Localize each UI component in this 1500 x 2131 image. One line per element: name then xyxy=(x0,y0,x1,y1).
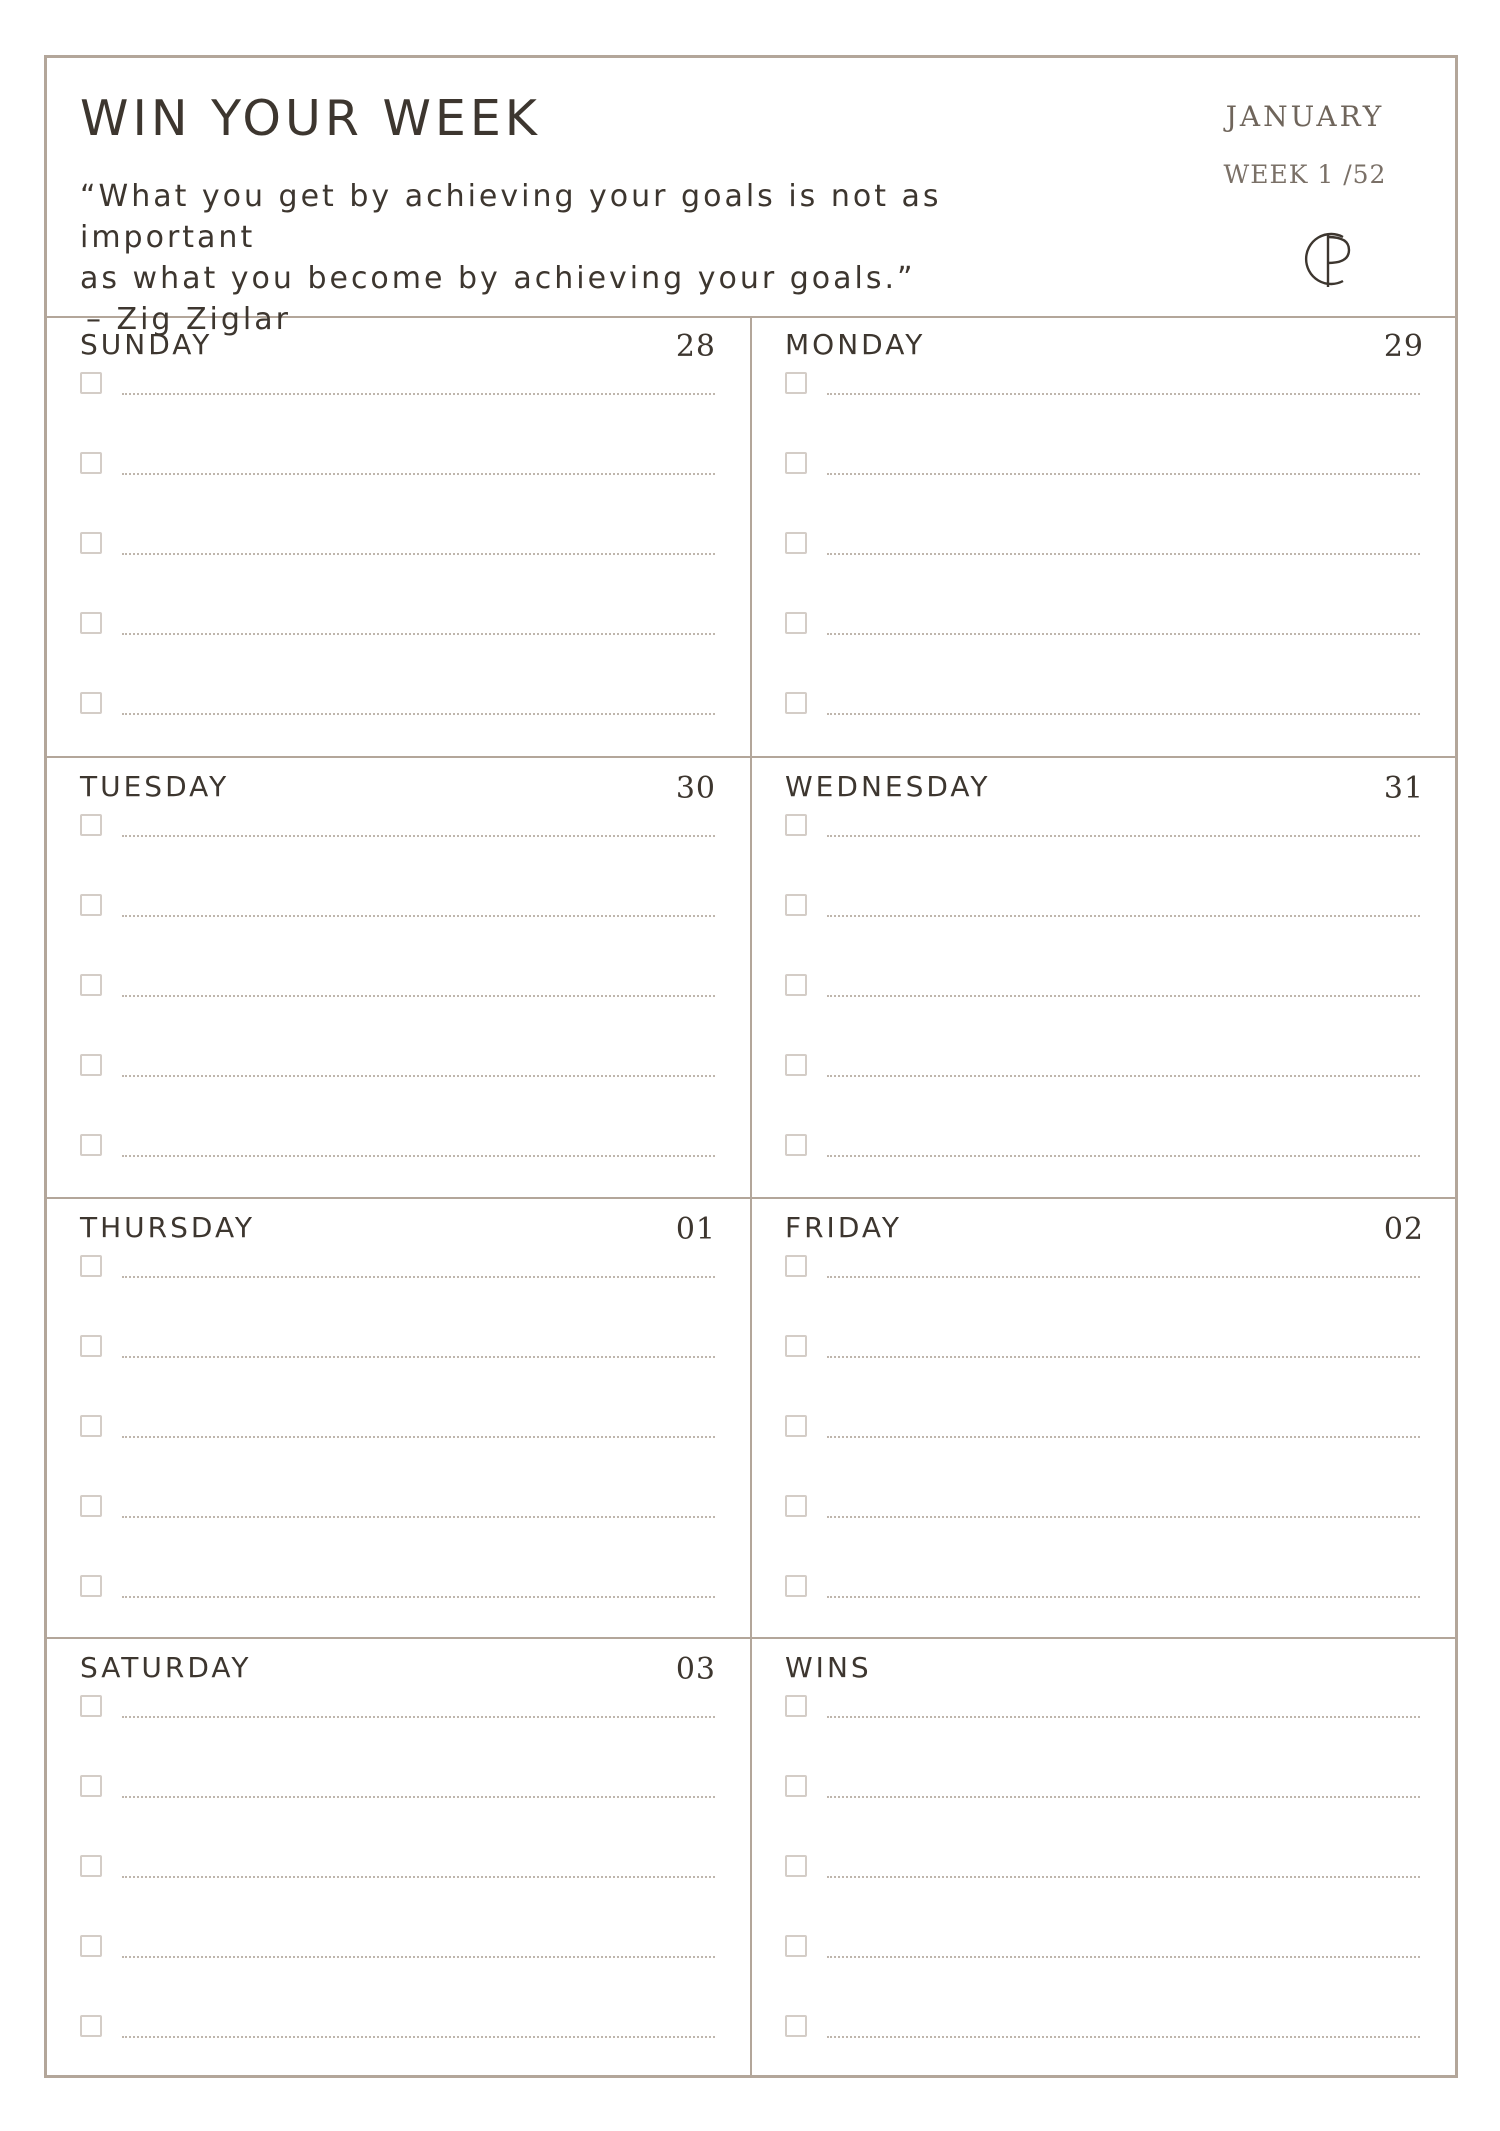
task-checkbox[interactable] xyxy=(785,452,807,474)
task-write-line[interactable] xyxy=(122,633,715,635)
task-row xyxy=(785,1415,1420,1455)
task-write-line[interactable] xyxy=(827,1276,1420,1278)
day-date: 30 xyxy=(675,771,716,806)
day-date: 02 xyxy=(1383,1212,1424,1247)
task-write-line[interactable] xyxy=(827,1075,1420,1077)
task-row xyxy=(80,1935,715,1975)
day-section-sunday xyxy=(47,316,750,756)
task-write-line[interactable] xyxy=(122,1436,715,1438)
task-row xyxy=(785,1575,1420,1615)
task-checkbox[interactable] xyxy=(80,1054,102,1076)
task-row xyxy=(785,1775,1420,1815)
task-write-line[interactable] xyxy=(827,1876,1420,1878)
task-row xyxy=(80,1855,715,1895)
day-section-thursday xyxy=(47,1199,750,1639)
planner-header xyxy=(47,58,1455,337)
task-row xyxy=(785,1054,1420,1094)
task-row xyxy=(80,1415,715,1455)
task-write-line[interactable] xyxy=(122,1956,715,1958)
day-date: 03 xyxy=(675,1652,716,1687)
week-label: WEEK 1 /52 xyxy=(1223,160,1387,189)
task-checkbox[interactable] xyxy=(785,1255,807,1277)
task-checkbox[interactable] xyxy=(785,532,807,554)
task-row xyxy=(785,1855,1420,1895)
task-checkbox[interactable] xyxy=(80,974,102,996)
task-row xyxy=(785,692,1420,732)
task-row xyxy=(80,692,715,732)
task-row xyxy=(80,452,715,492)
quote-line: “What you get by achieving your goals is not as important xyxy=(80,179,942,255)
task-write-line[interactable] xyxy=(122,995,715,997)
task-checkbox[interactable] xyxy=(785,1695,807,1717)
day-section-friday xyxy=(752,1199,1458,1639)
task-write-line[interactable] xyxy=(122,713,715,715)
task-write-line[interactable] xyxy=(827,915,1420,917)
task-checkbox[interactable] xyxy=(80,1695,102,1717)
task-write-line[interactable] xyxy=(827,1356,1420,1358)
task-checkbox[interactable] xyxy=(80,612,102,634)
day-name: SUNDAY xyxy=(80,328,213,361)
task-checkbox[interactable] xyxy=(80,2015,102,2037)
task-checkbox[interactable] xyxy=(785,1495,807,1517)
day-name: THURSDAY xyxy=(80,1211,256,1244)
task-write-line[interactable] xyxy=(827,995,1420,997)
task-checkbox[interactable] xyxy=(80,1255,102,1277)
month-label: JANUARY xyxy=(1225,100,1385,133)
task-checkbox[interactable] xyxy=(785,692,807,714)
quote-author: – Zig Ziglar xyxy=(86,302,291,337)
task-write-line[interactable] xyxy=(827,1716,1420,1718)
task-row xyxy=(80,1575,715,1615)
task-row xyxy=(785,894,1420,934)
task-write-line[interactable] xyxy=(827,553,1420,555)
task-row xyxy=(80,1335,715,1375)
day-name: FRIDAY xyxy=(785,1211,902,1244)
task-write-line[interactable] xyxy=(122,915,715,917)
day-section-tuesday xyxy=(47,758,750,1198)
task-row xyxy=(80,2015,715,2055)
page-title: WIN YOUR WEEK xyxy=(80,90,541,147)
task-write-line[interactable] xyxy=(122,1716,715,1718)
task-checkbox[interactable] xyxy=(785,974,807,996)
wins-label: WINS xyxy=(785,1651,872,1684)
task-write-line[interactable] xyxy=(122,1876,715,1878)
task-write-line[interactable] xyxy=(122,835,715,837)
task-write-line[interactable] xyxy=(827,1436,1420,1438)
task-row xyxy=(785,814,1420,854)
quote-line: as what you become by achieving your goals.” xyxy=(80,261,916,296)
task-write-line[interactable] xyxy=(827,473,1420,475)
task-checkbox[interactable] xyxy=(80,692,102,714)
cp-logo-icon xyxy=(1297,223,1369,295)
task-row xyxy=(80,1775,715,1815)
task-checkbox[interactable] xyxy=(80,1855,102,1877)
day-section-saturday xyxy=(47,1639,750,2079)
day-date: 01 xyxy=(675,1212,716,1247)
day-date: 28 xyxy=(675,329,716,364)
day-name: WEDNESDAY xyxy=(785,770,991,803)
task-checkbox[interactable] xyxy=(785,1134,807,1156)
task-row xyxy=(80,1255,715,1295)
task-write-line[interactable] xyxy=(827,713,1420,715)
task-checkbox[interactable] xyxy=(785,1775,807,1797)
task-row xyxy=(80,532,715,572)
task-row xyxy=(80,1695,715,1735)
task-checkbox[interactable] xyxy=(80,1495,102,1517)
task-checkbox[interactable] xyxy=(785,894,807,916)
task-write-line[interactable] xyxy=(827,1596,1420,1598)
task-checkbox[interactable] xyxy=(785,814,807,836)
task-row xyxy=(80,814,715,854)
wins-section xyxy=(752,1639,1458,2079)
task-row xyxy=(785,1335,1420,1375)
task-checkbox[interactable] xyxy=(80,1335,102,1357)
task-checkbox[interactable] xyxy=(80,894,102,916)
task-row xyxy=(785,974,1420,1014)
task-checkbox[interactable] xyxy=(785,1335,807,1357)
task-write-line[interactable] xyxy=(122,1516,715,1518)
task-row xyxy=(80,974,715,1014)
task-write-line[interactable] xyxy=(122,1796,715,1798)
task-row xyxy=(785,1495,1420,1535)
task-row xyxy=(785,1935,1420,1975)
task-write-line[interactable] xyxy=(827,1155,1420,1157)
task-write-line[interactable] xyxy=(827,393,1420,395)
day-date: 29 xyxy=(1383,329,1424,364)
week-grid xyxy=(47,316,1455,2078)
task-checkbox[interactable] xyxy=(785,612,807,634)
task-write-line[interactable] xyxy=(122,1596,715,1598)
task-write-line[interactable] xyxy=(122,1356,715,1358)
task-row xyxy=(80,1495,715,1535)
task-row xyxy=(785,2015,1420,2055)
task-write-line[interactable] xyxy=(122,2036,715,2038)
task-row xyxy=(785,452,1420,492)
task-write-line[interactable] xyxy=(122,393,715,395)
planner-page xyxy=(44,55,1458,2078)
task-row xyxy=(80,1054,715,1094)
day-name: MONDAY xyxy=(785,328,926,361)
task-row xyxy=(785,612,1420,652)
day-name: SATURDAY xyxy=(80,1651,252,1684)
day-name: TUESDAY xyxy=(80,770,230,803)
task-row xyxy=(785,1695,1420,1735)
task-checkbox[interactable] xyxy=(785,1935,807,1957)
task-write-line[interactable] xyxy=(122,1075,715,1077)
task-row xyxy=(80,1134,715,1174)
day-section-monday xyxy=(752,316,1458,756)
task-row xyxy=(80,894,715,934)
task-checkbox[interactable] xyxy=(80,1575,102,1597)
task-checkbox[interactable] xyxy=(785,1855,807,1877)
task-checkbox[interactable] xyxy=(80,532,102,554)
task-write-line[interactable] xyxy=(827,1796,1420,1798)
task-checkbox[interactable] xyxy=(785,2015,807,2037)
task-checkbox[interactable] xyxy=(785,1415,807,1437)
task-write-line[interactable] xyxy=(122,473,715,475)
task-write-line[interactable] xyxy=(122,553,715,555)
task-checkbox[interactable] xyxy=(80,1415,102,1437)
task-checkbox[interactable] xyxy=(80,452,102,474)
task-row xyxy=(80,372,715,412)
task-write-line[interactable] xyxy=(827,1956,1420,1958)
task-write-line[interactable] xyxy=(122,1276,715,1278)
task-checkbox[interactable] xyxy=(80,372,102,394)
task-checkbox[interactable] xyxy=(80,814,102,836)
task-write-line[interactable] xyxy=(827,633,1420,635)
task-row xyxy=(785,1255,1420,1295)
task-checkbox[interactable] xyxy=(80,1935,102,1957)
task-checkbox[interactable] xyxy=(80,1775,102,1797)
task-checkbox[interactable] xyxy=(785,372,807,394)
task-write-line[interactable] xyxy=(827,2036,1420,2038)
task-write-line[interactable] xyxy=(827,835,1420,837)
day-section-wednesday xyxy=(752,758,1458,1198)
task-row xyxy=(785,1134,1420,1174)
task-write-line[interactable] xyxy=(122,1155,715,1157)
task-row xyxy=(785,372,1420,412)
day-date: 31 xyxy=(1383,771,1424,806)
task-checkbox[interactable] xyxy=(80,1134,102,1156)
task-row xyxy=(80,612,715,652)
task-write-line[interactable] xyxy=(827,1516,1420,1518)
task-row xyxy=(785,532,1420,572)
task-checkbox[interactable] xyxy=(785,1575,807,1597)
task-checkbox[interactable] xyxy=(785,1054,807,1076)
